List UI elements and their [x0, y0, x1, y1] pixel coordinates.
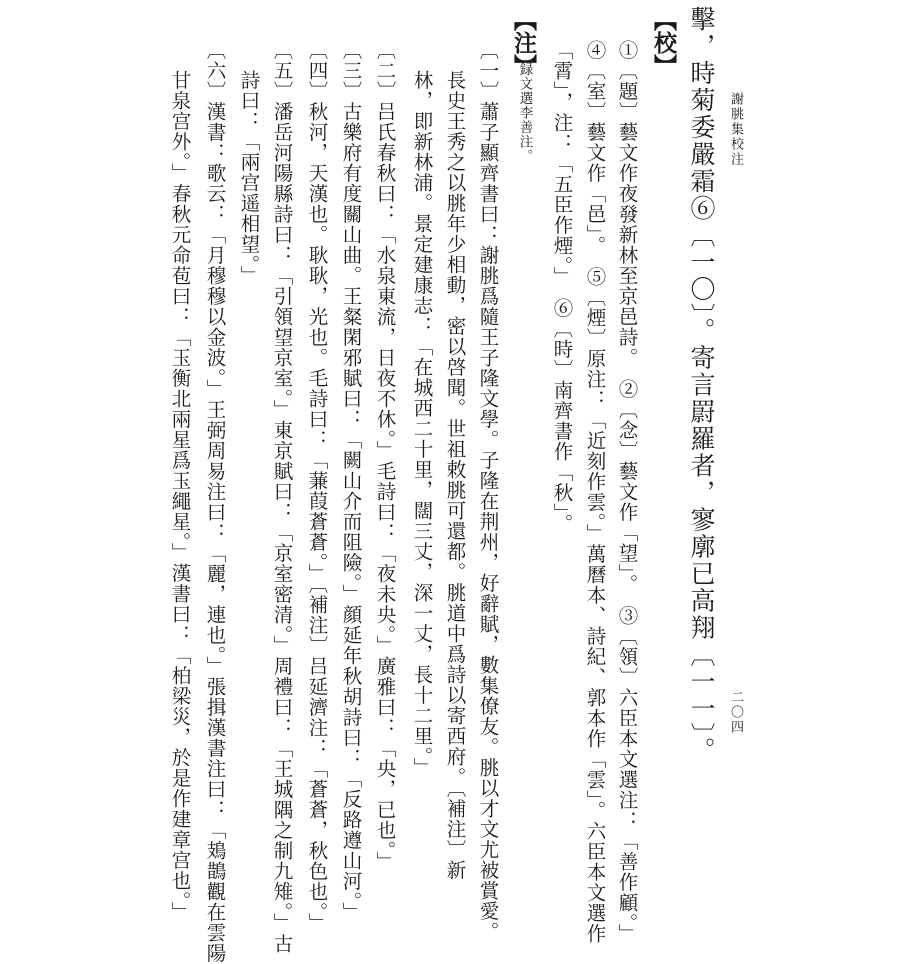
page-number: 二〇四: [728, 690, 743, 735]
collation-line-3: 「霄」，注：「五臣作煙。」 ⑥〔時〕南齊書作「秋」。: [550, 40, 574, 534]
note-line: 甘泉宫外。」春秋元命苞曰：「玉衡北兩星爲玉繩星。」漢書曰：「柏梁災，於是作建章宫也。」: [168, 70, 192, 923]
notes-label: 【注】: [510, 8, 537, 77]
note-line: 詩曰：「兩宫遥相望。」: [237, 70, 261, 286]
running-header-title: 謝朓集校注: [728, 92, 743, 167]
collation-line-1: ①〔題〕藝文作夜發新林至京邑詩。 ②〔念〕藝文作「望」。 ③〔領〕六臣本文選注：「善作顧。」: [615, 40, 639, 944]
note-line: 〔四〕秋河，天漢也。耿耿，光也。毛詩曰：「蒹葭蒼蒼。」〔補注〕吕延濟注：「蒼蒼，秋色也。」: [305, 40, 329, 934]
note-line: 長史王秀之以朓年少相動，密以啓聞。世祖敕朓可還都。朓道中爲詩以寄西府。〔補注〕新: [443, 70, 467, 881]
notes-source: 録文選李善注。: [516, 62, 533, 164]
poem-line: 擊，時菊委嚴霜⑥〔一〇〕。寄言罻羅者，寥廓已高翔〔一一〕。: [687, 6, 716, 764]
collation-label: 【校】: [650, 8, 677, 77]
note-line: 〔二〕吕氏春秋曰：「水泉東流，日夜不休。」毛詩曰：「夜未央。」廣雅曰：「央，已也。」: [373, 40, 397, 872]
note-line: 〔三〕古樂府有度關山曲。王粲閑邪賦曰：「闕山介而阻險。」顔延年秋胡詩曰：「反路遵山河。」: [339, 40, 363, 923]
note-line: 林，即新林浦。景定建康志：「在城西二十里，闊三丈，深一丈，長十二里。」: [410, 70, 434, 778]
collation-line-2: ④〔室〕藝文作「邑」。 ⑤〔煙〕原注：「近刻作雲。」萬曆本、詩紀、郭本作「雲」。六臣本文選作: [583, 40, 607, 944]
note-line: 〔五〕潘岳河陽縣詩曰：「引領望京室。」東京賦曰：「京室密清。」周禮曰：「王城隅之制九雉。」古: [270, 40, 294, 954]
note-line: 〔一〕蕭子顯齊書曰：謝朓爲隨王子隆文學。子隆在荆州，好辭賦，數集僚友。朓以才文尤被賞愛。: [476, 40, 500, 942]
note-line: 〔六〕漢書：歌云：「月穆穆以金波。」王弼周易注曰：「麗，連也。」張揖漢書注曰：「鳷鵲觀在雲陽: [203, 40, 227, 964]
